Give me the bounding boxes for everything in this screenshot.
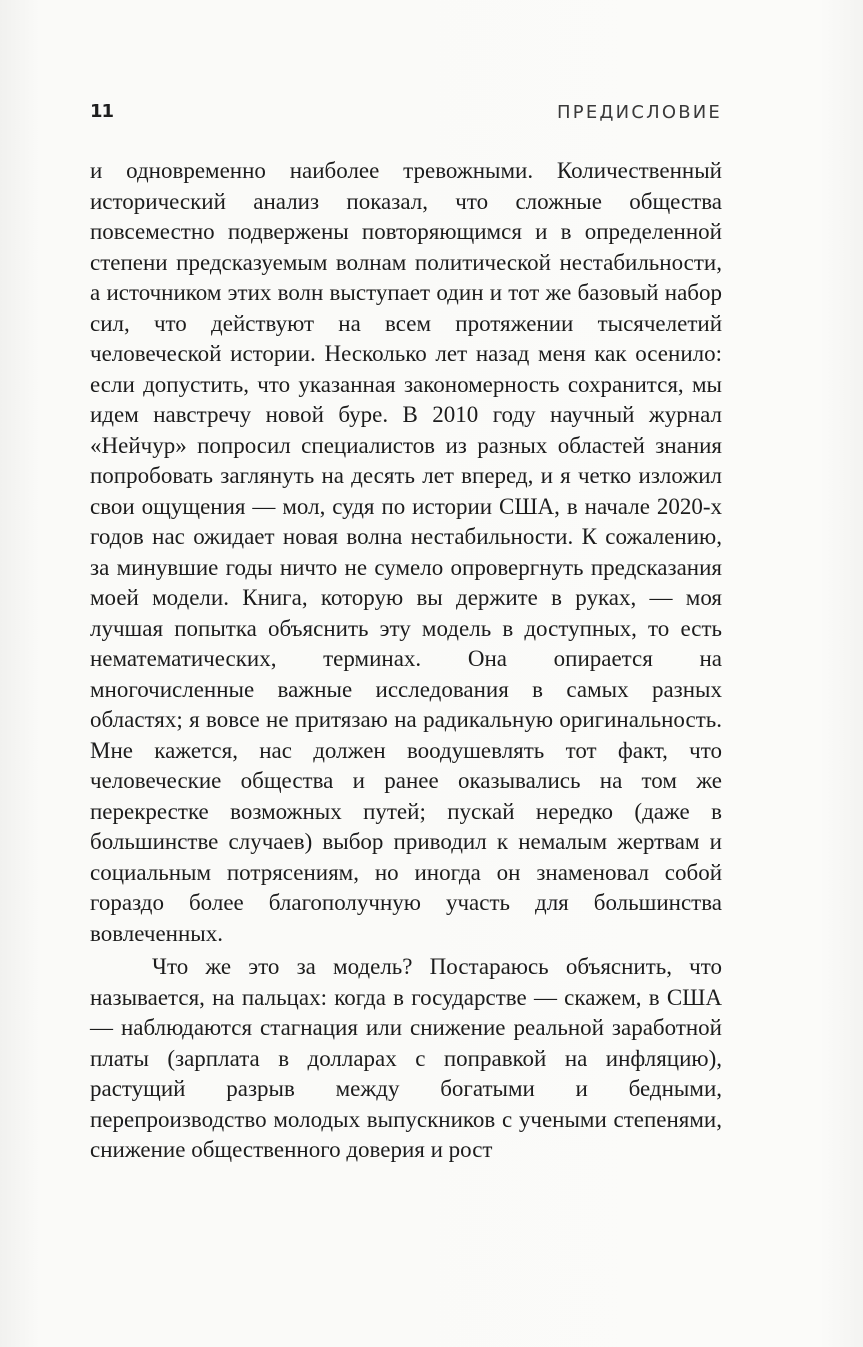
- running-head: ПРЕДИСЛОВИЕ: [557, 102, 722, 123]
- paragraph: Что же это за модель? Постараюсь объяснить, что называется, на пальцах: когда в государстве — скажем, в США — наблюдаются стагнация или снижение реальной заработной платы (зарплата в долларах с поправкой на инфляцию), растущий разрыв между богатыми и бедными, перепроизводство молодых выпускников с учеными степенями, снижение общественного доверия и рост: [90, 954, 722, 1162]
- page-header: [90, 101, 722, 127]
- body-text: [90, 156, 722, 1166]
- page-number: 11: [90, 101, 114, 122]
- paragraph: и одновременно наиболее тревожными. Количественный исторический анализ показал, что сложные общества повсеместно подвержены повторяющимся и в определенной степени предсказуемым волнам политической нестабильности, а источником этих волн выступает один и тот же базовый набор сил, что действуют на всем протяжении тысячелетий человеческой истории. Несколько лет назад меня как осенило: если допустить, что указанная закономерность сохранится, мы идем навстречу новой буре. В 2010 году научный журнал «Нейчур» попросил специалистов из разных областей знания попробовать заглянуть на десять лет вперед, и я четко изложил свои ощущения — мол, судя по истории США, в начале 2020-х годов нас ожидает новая волна нестабильности. К сожалению, за минувшие годы ничто не сумело опровергнуть предсказания моей модели. Книга, которую вы держите в руках, — моя лучшая попытка объяснить эту модель в доступных, то есть нематематических, терминах. Она опирается на многочисленные важные исследования в самых разных областях; я вовсе не притязаю на радикальную оригинальность. Мне кажется, нас должен воодушевлять тот факт, что человеческие общества и ранее оказывались на том же перекрестке возможных путей; пускай нередко (даже в большинстве случаев) выбор приводил к немалым жертвам и социальным потрясениям, но иногда он знаменовал собой гораздо более благополучную участь для большинства вовлеченных.: [90, 158, 722, 946]
